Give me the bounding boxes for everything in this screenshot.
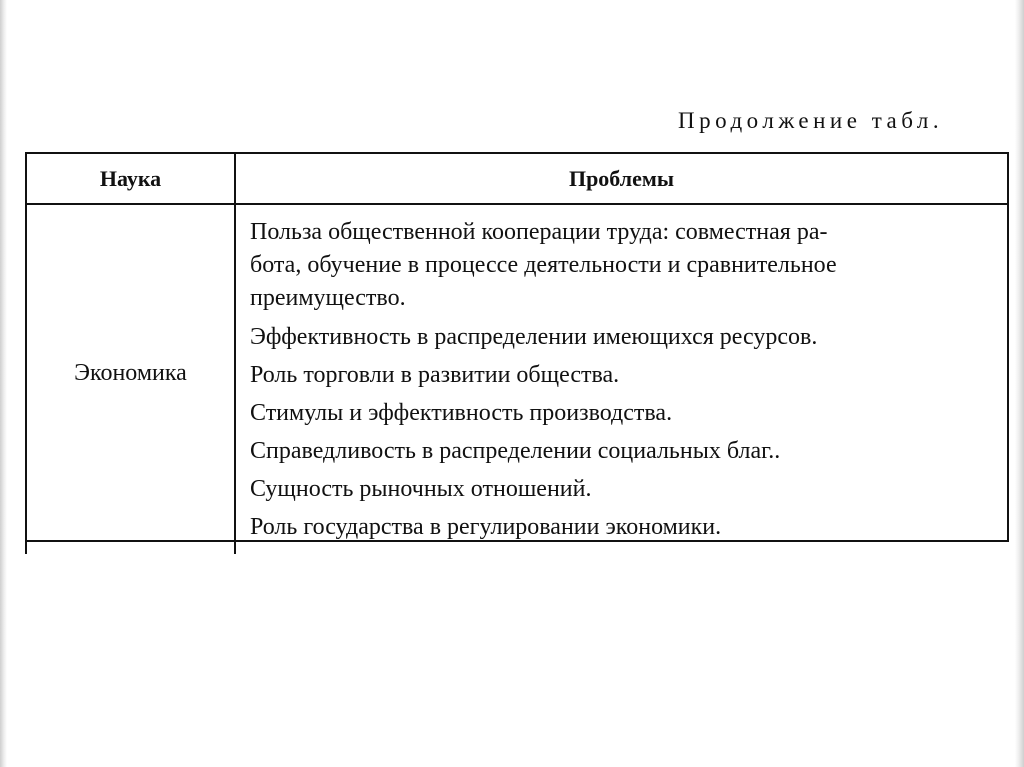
column-header-problems: Проблемы — [568, 165, 675, 191]
science-cell: Экономика — [74, 360, 187, 386]
table-left-border — [25, 154, 27, 554]
problem-line: бота, обучение в процессе деятельности и сравнительное — [250, 252, 837, 278]
problem-line: преимущество. — [250, 285, 406, 311]
table-continuation-label: Продолжение табл. — [678, 108, 944, 133]
frame-shadow-left — [0, 0, 7, 767]
frame-shadow-right — [1015, 0, 1024, 767]
problem-item: Сущность рыночных отношений. — [250, 476, 592, 502]
table-right-border — [1007, 154, 1009, 542]
problem-item-wrapped — [250, 216, 1000, 315]
problem-item: Эффективность в распределении имеющихся ресурсов. — [250, 324, 818, 350]
problem-line: Польза общественной кооперации труда: совместная ра- — [250, 219, 828, 245]
problem-item: Стимулы и эффективность производства. — [250, 400, 673, 426]
problem-item: Роль государства в регулировании экономики. — [250, 514, 722, 540]
column-header-science: Наука — [99, 165, 162, 191]
table-column-divider — [234, 154, 236, 554]
problem-item: Справедливость в распределении социальных благ.. — [250, 438, 781, 464]
table-header-separator — [25, 203, 1009, 205]
problem-item: Роль торговли в развитии общества. — [250, 362, 620, 388]
problems-list — [250, 216, 1000, 548]
science-problems-table — [25, 152, 1009, 554]
